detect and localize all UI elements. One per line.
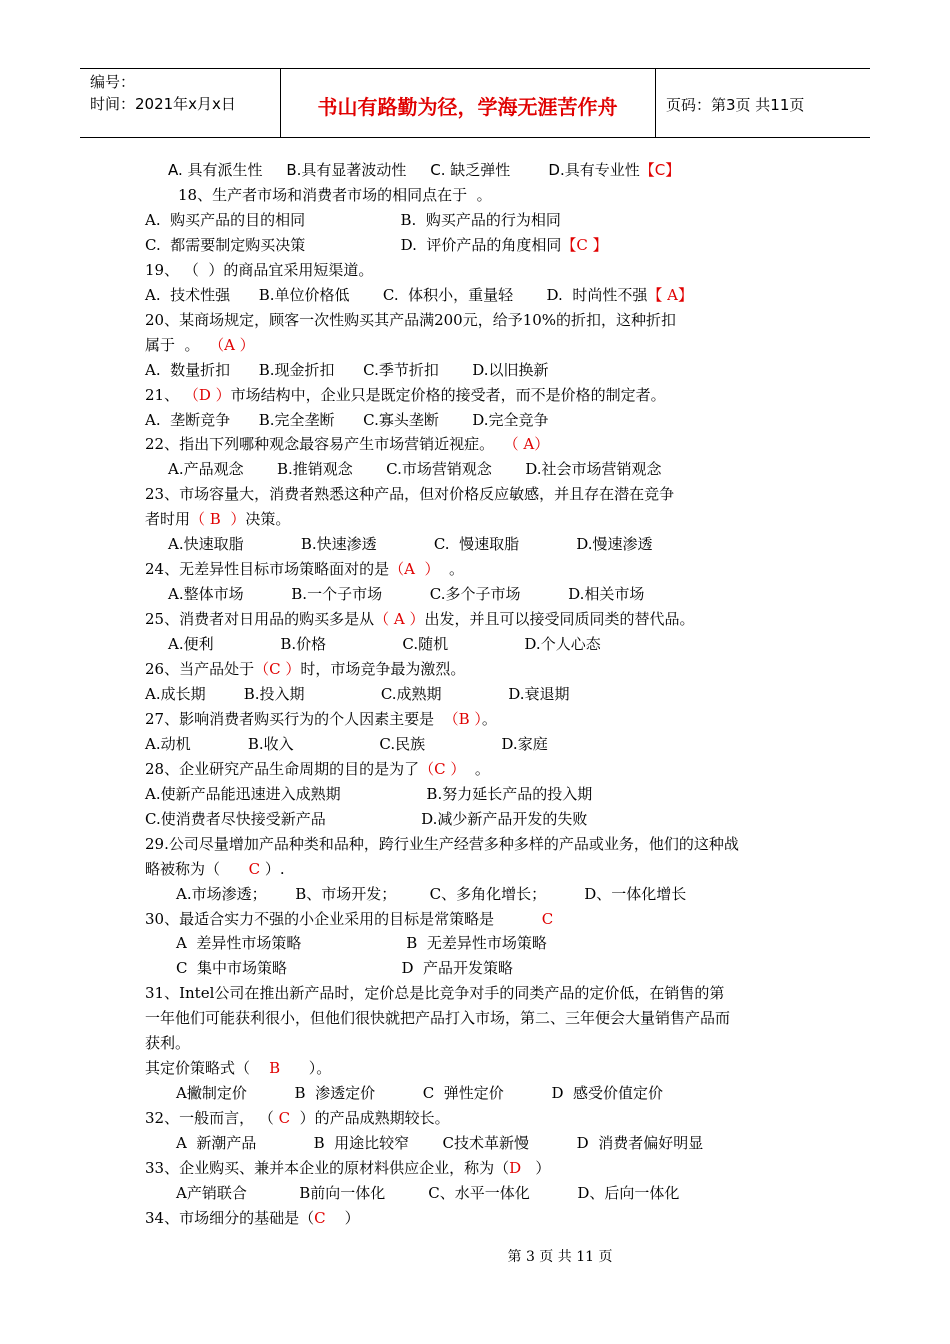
text-line (168, 532, 653, 556)
text-line (145, 408, 549, 432)
text-line (176, 882, 686, 906)
line-text: 23、市场容量大，消费者熟悉这种产品，但对价格反应敏感，并且存在潜在竞争 (145, 485, 675, 504)
line-text: A.市场渗透； B、市场开发； C、多角化增长； D、一体化增长 (176, 884, 687, 903)
line-text: A撇制定价 B 渗透定价 C 弹性定价 D 感受价值定价 (176, 1084, 664, 1103)
line-text-rest: 时，市场竞争最为激烈。 (300, 660, 466, 678)
text-line (145, 1031, 190, 1055)
line-text: 19、 （ ）的商品宜采用短渠道。 (145, 260, 374, 279)
text-line (168, 582, 644, 606)
text-line (145, 657, 465, 681)
text-line (145, 1206, 360, 1230)
line-text-rest: ） (521, 1159, 551, 1177)
line-text: 属于 。 (145, 335, 210, 354)
line-text: 24、无差异性目标市场策略面对的是 (145, 560, 390, 579)
text-line (145, 383, 666, 407)
answer-mark: （C ） (419, 759, 466, 778)
line-text: C.使消费者尽快接受新产品 D.减少新产品开发的失败 (145, 809, 588, 828)
line-text-rest: 。 (439, 560, 465, 579)
text-line (145, 682, 570, 706)
line-text: 略被称为（ (145, 859, 249, 878)
line-text-rest: ）的产品成熟期较长。 (290, 1109, 450, 1128)
line-text: 29.公司尽量增加产品种类和品种，跨行业生产经营多种多样的产品或业务，他们的这种战 (145, 834, 739, 853)
text-line (145, 557, 464, 581)
line-text: 33、企业购买、兼并本企业的原材料供应企业，称为（ (145, 1159, 510, 1177)
text-line (145, 233, 608, 257)
text-line (168, 632, 601, 656)
header-meta (80, 69, 281, 137)
header-motto: 书山有路勤为径，学海无涯苦作舟 (317, 95, 618, 119)
text-line (145, 832, 739, 856)
text-line (145, 1156, 550, 1180)
header-motto-cell (280, 69, 656, 137)
line-text: 25、消费者对日用品的购买多是从 (145, 610, 375, 629)
line-text-rest: 。 (481, 709, 497, 728)
answer-mark: （A ） (209, 335, 255, 354)
header-page-cell (656, 69, 870, 137)
text-line (145, 1006, 730, 1030)
text-line (176, 956, 513, 980)
text-line (176, 931, 547, 955)
text-line (178, 183, 492, 207)
line-text-rest: 出发，并且可以接受同质同类的替代品。 (424, 610, 695, 629)
line-text: A 差异性市场策略 B 无差异性市场策略 (176, 934, 547, 953)
line-text: 27、影响消费者购买行为的个人因素主要是 (145, 709, 444, 728)
line-text: 32、一般而言， （ (145, 1109, 279, 1128)
answer-mark: 【C 】 (561, 235, 608, 254)
text-line (145, 482, 674, 506)
text-line (145, 907, 553, 931)
answer-mark: （ A） (503, 435, 550, 454)
text-line (168, 158, 680, 182)
answer-mark: C (278, 1109, 291, 1128)
line-text: A. 购买产品的目的相同 B. 购买产品的行为相同 (145, 210, 561, 229)
line-text: A.动机 B.收入 C.民族 D.家庭 (145, 734, 548, 753)
text-line (145, 732, 548, 756)
text-line (145, 358, 549, 382)
line-text-rest: ）。 (280, 1059, 332, 1078)
answer-mark: （ A ） (374, 610, 425, 629)
text-line (145, 1056, 331, 1080)
line-text: A. 具有派生性 B.具有显著波动性 C. 缺乏弹性 D.具有专业性 (168, 161, 640, 179)
text-line (145, 981, 724, 1005)
line-text-rest: 决策。 (245, 510, 291, 529)
answer-mark: C (248, 859, 261, 878)
line-text-rest: 。 (465, 759, 490, 778)
line-text: A产销联合 B前向一体化 C、水平一体化 D、后向一体化 (176, 1183, 680, 1202)
text-line (176, 1181, 679, 1205)
line-text: 28、企业研究产品生命周期的目的是为了 (145, 759, 420, 778)
line-text: 34、市场细分的基础是（ (145, 1208, 315, 1227)
line-text: C 集中市场策略 D 产品开发策略 (176, 959, 514, 978)
line-text-rest: 市场结构中，企业只是既定价格的接受者，而不是价格的制定者。 (230, 385, 666, 404)
text-line (145, 308, 676, 332)
text-line (145, 208, 561, 232)
answer-mark: C (314, 1208, 326, 1227)
answer-mark: C (541, 909, 554, 928)
page-number-label: 页码：第3页 共11页 (666, 96, 805, 114)
answer-mark: （D ） (183, 385, 231, 404)
text-line (145, 432, 549, 456)
answer-mark: （A ） (389, 560, 440, 579)
line-text: A.整体市场 B.一个子市场 C.多个子市场 D.相关市场 (168, 585, 645, 604)
line-text: 获利。 (145, 1034, 191, 1053)
line-text: A.快速取脂 B.快速渗透 C. 慢速取脂 D.慢速渗透 (168, 535, 653, 554)
answer-mark: 【 A】 (647, 285, 693, 304)
text-line (145, 1106, 450, 1130)
line-text: A 新潮产品 B 用途比较窄 C技术革新慢 D 消费者偏好明显 (176, 1134, 704, 1153)
line-text-rest: ）. (260, 859, 285, 878)
line-text-rest: ） (325, 1208, 360, 1227)
date-label: 时间：2021年x月x日 (90, 95, 236, 113)
text-line (145, 507, 290, 531)
text-line (145, 807, 587, 831)
line-text: 其定价策略式（ (145, 1059, 270, 1078)
line-text: A.便利 B.价格 C.随机 D.个人心态 (168, 635, 601, 654)
text-line (145, 707, 497, 731)
line-text: A. 垄断竞争 B.完全垄断 C.寡头垄断 D.完全竞争 (145, 410, 549, 429)
line-text: 18、生产者市场和消费者市场的相同点在于 。 (178, 185, 492, 204)
line-text: 21、 (145, 385, 184, 404)
answer-mark: （B ） (443, 709, 482, 728)
text-line (145, 333, 255, 357)
text-line (145, 607, 694, 631)
text-line (145, 782, 592, 806)
footer-page-number: 第 3 页 共 11 页 (507, 1249, 613, 1265)
text-line (145, 757, 490, 781)
page-header (80, 68, 870, 138)
line-text: 30、最适合实力不强的小企业采用的目标是常策略是 (145, 909, 542, 928)
text-line (168, 457, 662, 481)
answer-mark: B (269, 1059, 281, 1078)
line-text: A. 数量折扣 B.现金折扣 C.季节折扣 D.以旧换新 (145, 360, 549, 379)
line-text: A.成长期 B.投入期 C.成熟期 D.衰退期 (145, 684, 570, 703)
answer-mark: （ B ） (190, 510, 246, 529)
line-text: A. 技术性强 B.单位价格低 C. 体积小，重量轻 D. 时尚性不强 (145, 285, 648, 304)
text-line (176, 1081, 663, 1105)
line-text: 31、Intel公司在推出新产品时，定价总是比竞争对手的同类产品的定价低，在销售的第 (145, 984, 725, 1003)
line-text: C. 都需要制定购买决策 D. 评价产品的角度相同 (145, 235, 562, 254)
code-label: 编号： (90, 73, 136, 91)
line-text: 22、指出下列哪种观念最容易产生市场营销近视症。 (145, 435, 504, 454)
text-line (176, 1131, 703, 1155)
text-line (145, 258, 373, 282)
answer-mark: （C ） (254, 660, 301, 678)
text-line (145, 283, 693, 307)
line-text: 者时用 (145, 510, 191, 529)
text-line (145, 857, 285, 881)
line-text: 26、当产品处于 (145, 660, 255, 678)
line-text: 20、某商场规定，顾客一次性购买其产品满200元，给予10%的折扣，这种折扣 (145, 310, 677, 329)
page-footer (0, 1246, 950, 1266)
answer-mark: 【C】 (639, 161, 681, 179)
line-text: A.产品观念 B.推销观念 C.市场营销观念 D.社会市场营销观念 (168, 460, 662, 479)
line-text: 一年他们可能获利很小，但他们很快就把产品打入市场，第二、三年便会大量销售产品而 (145, 1009, 731, 1028)
answer-mark: D (509, 1159, 522, 1177)
line-text: A.使新产品能迅速进入成熟期 B.努力延长产品的投入期 (145, 784, 593, 803)
